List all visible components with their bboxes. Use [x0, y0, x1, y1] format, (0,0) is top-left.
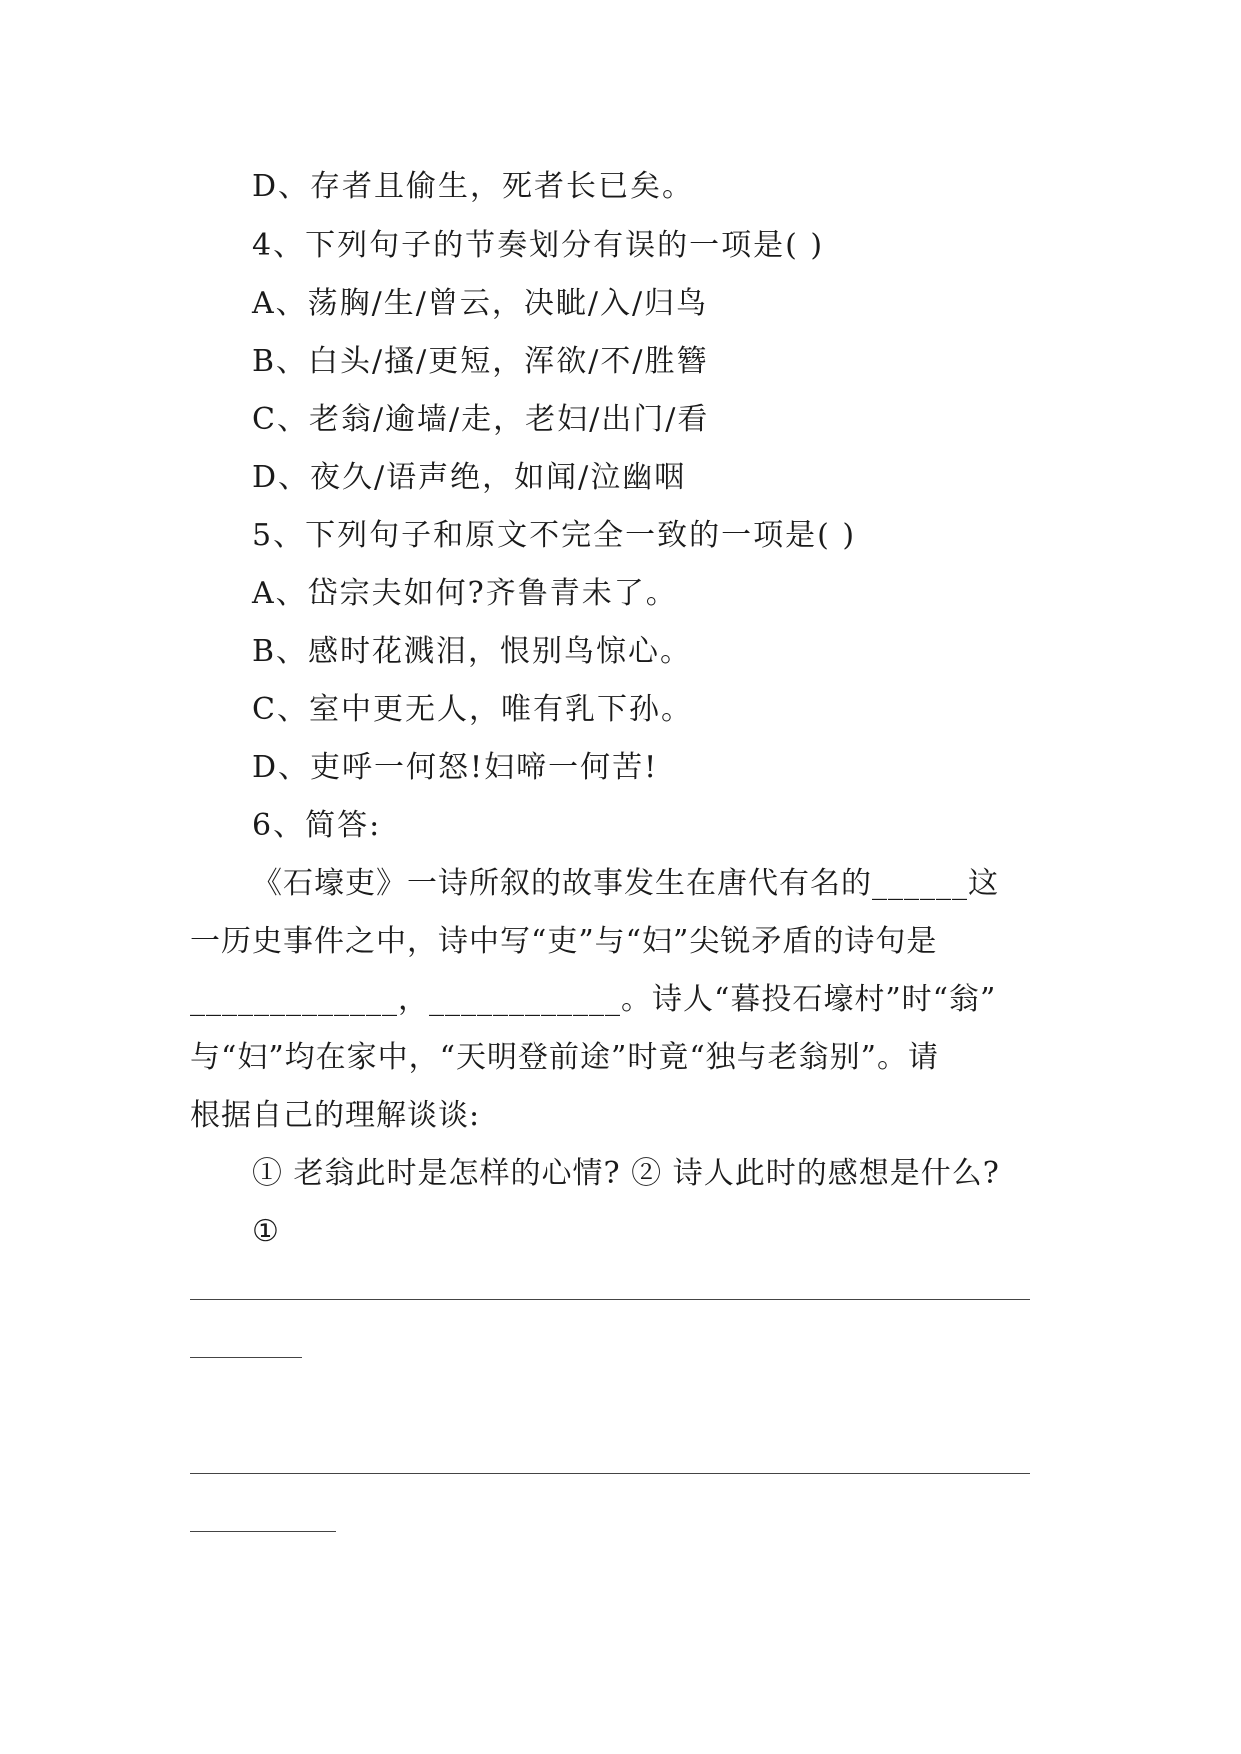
q6-sub-questions: ① 老翁此时是怎样的心情? ② 诗人此时的感想是什么? [252, 1156, 1000, 1191]
q6-answer-marker: ① [252, 1214, 281, 1249]
q4-option-b: B、白头/搔/更短，浑欲/不/胜簪 [252, 344, 709, 379]
q6-stem: 6、简答: [252, 808, 382, 843]
q5-stem: 5、下列句子和原文不完全一致的一项是( ) [252, 518, 857, 553]
q6-paragraph-line-3: _____________，____________。诗人“暮投石壕村”时“翁” [190, 982, 997, 1017]
answer-line-1 [190, 1299, 1030, 1300]
answer-line-2 [190, 1473, 1030, 1474]
q6-paragraph-line-4: 与“妇”均在家中，“天明登前途”时竟“独与老翁别”。请 [190, 1040, 940, 1075]
q4-option-a: A、荡胸/生/曾云，决眦/入/归鸟 [252, 286, 709, 321]
answer-line-2-cont [190, 1531, 336, 1532]
q6-paragraph-line-2: 一历史事件之中，诗中写“吏”与“妇”尖锐矛盾的诗句是 [190, 924, 938, 959]
q3-option-d: D、存者且偷生，死者长已矣。 [252, 169, 695, 204]
q6-paragraph-line-5: 根据自己的理解谈谈: [190, 1098, 481, 1133]
q5-option-b: B、感时花溅泪，恨别鸟惊心。 [252, 634, 693, 669]
q5-option-a: A、岱宗夫如何?齐鲁青未了。 [252, 576, 678, 611]
answer-line-1-cont [190, 1357, 302, 1358]
q5-option-c: C、室中更无人，唯有乳下孙。 [252, 692, 693, 727]
q4-option-c: C、老翁/逾墙/走，老妇/出门/看 [252, 402, 710, 437]
q5-option-d: D、吏呼一何怒!妇啼一何苦! [252, 750, 659, 785]
q4-stem: 4、下列句子的节奏划分有误的一项是( ) [252, 228, 825, 263]
q6-paragraph-line-1: 《石壕吏》一诗所叙的故事发生在唐代有名的______这 [252, 866, 999, 901]
q4-option-d: D、夜久/语声绝，如闻/泣幽咽 [252, 460, 687, 495]
